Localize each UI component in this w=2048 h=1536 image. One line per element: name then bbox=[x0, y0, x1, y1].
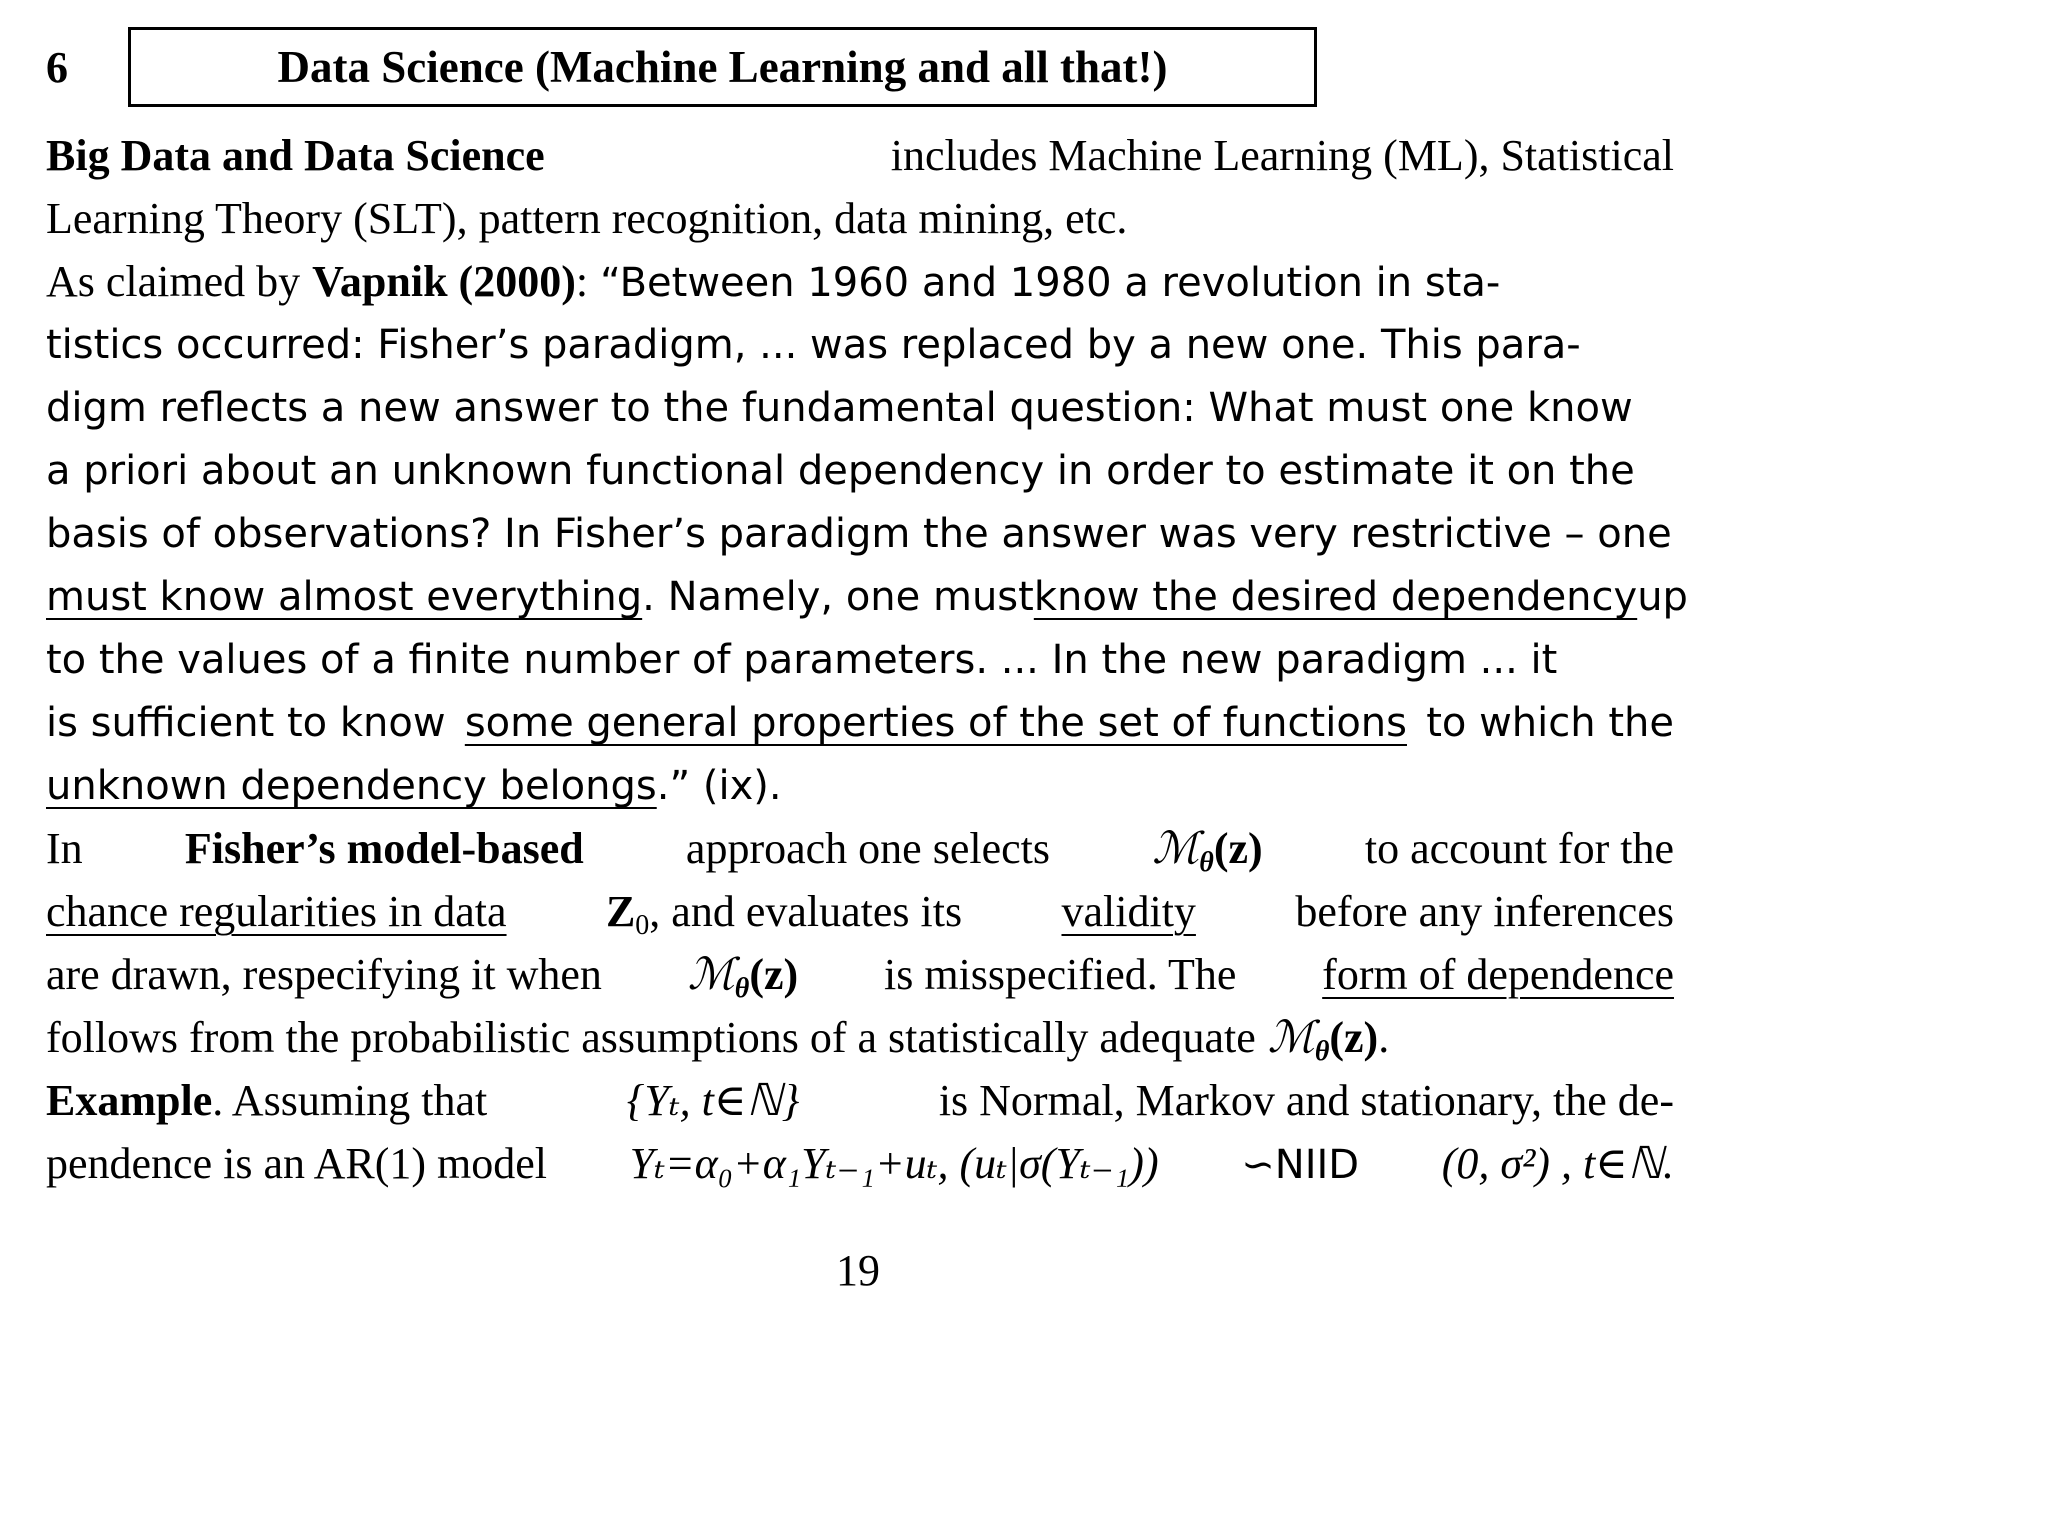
underline-must-know: must know almost everything bbox=[46, 574, 643, 620]
fisher-line3: are drawn, respecifying it when ℳ$_\theta$(z) is misspecified. The form of dependence bbox=[46, 944, 1674, 1006]
section-number: 6 bbox=[46, 43, 68, 92]
quote-line4: a priori about an unknown functional dependency in order to estimate it on the bbox=[46, 448, 1635, 494]
quote-line6: must know almost everything . Namely, one must know the desired dependency up bbox=[46, 566, 1674, 628]
process-set: {Yₜ, t∈ℕ} bbox=[626, 1076, 800, 1125]
quote-line9: unknown dependency belongs .” (ix). bbox=[46, 755, 1674, 817]
fisher-line4: follows from the probabilistic assumptions of a statistically adequate ℳ$_\theta$(z) . bbox=[46, 1007, 1674, 1069]
para1-bold-lead: Big Data and Data Science bbox=[46, 131, 545, 180]
para1-line2: Learning Theory (SLT), pattern recognition, data mining, etc. bbox=[46, 194, 1128, 243]
niid-dist: ∽NIID bbox=[1241, 1142, 1360, 1188]
example-line2: pendence is an AR(1) model Yₜ=α₀+α₁Yₜ₋₁+uₜ, (uₜ|σ(Yₜ₋₁)) ∽NIID (0, σ²) , t∈ℕ. bbox=[46, 1133, 1674, 1195]
model-symbol: ℳ$_\theta$(z) bbox=[1267, 1012, 1379, 1067]
model-symbol: ℳ$_\theta$(z) bbox=[687, 949, 799, 1004]
model-symbol: ℳ$_\theta$(z) bbox=[1152, 823, 1263, 878]
underline-form-of-dependence: form of dependence bbox=[1322, 950, 1674, 999]
example-line1: Example. Assuming that {Yₜ, t∈ℕ} is Normal, Markov and stationary, the de- bbox=[46, 1070, 1674, 1132]
fisher-line1: In Fisher’s model-based approach one selects ℳ$_\theta$(z) to account for the bbox=[46, 818, 1674, 880]
quote-line2: tistics occurred: Fisher’s paradigm, ... was replaced by a new one. This para- bbox=[46, 322, 1581, 368]
example-label: Example bbox=[46, 1076, 213, 1125]
para1-line1 bbox=[46, 125, 1674, 187]
fisher-line2: chance regularities in data $Z_0$, and evaluates its validity before any inferences bbox=[46, 881, 1674, 943]
quote-line1: As claimed by Vapnik (2000) : “Between 1960 and 1980 a revolution in sta- bbox=[46, 251, 1674, 313]
underline-desired-dependency: know the desired dependency bbox=[1033, 574, 1638, 620]
section-title: Data Science (Machine Learning and all that!) bbox=[128, 27, 1317, 107]
quote-line3: digm reflects a new answer to the fundamental question: What must one know bbox=[46, 385, 1633, 431]
underline-validity: validity bbox=[1061, 887, 1196, 936]
para1-text: includes Machine Learning (ML), Statistical bbox=[890, 131, 1674, 180]
underline-general-properties: some general properties of the set of functions bbox=[464, 700, 1407, 746]
quote-line7: to the values of a finite number of parameters. ... In the new paradigm ... it bbox=[46, 637, 1558, 683]
fisher-bold: Fisher’s model-based bbox=[184, 824, 584, 873]
quote-intro: As claimed by bbox=[46, 257, 301, 306]
Z0-symbol: $Z_0$, and evaluates its bbox=[605, 887, 963, 941]
underline-chance-regularities: chance regularities in data bbox=[46, 887, 507, 936]
quote-line8: is sufficient to know some general properties of the set of functions to which the bbox=[46, 692, 1674, 754]
quote-line5: basis of observations? In Fisher’s paradigm the answer was very restrictive – one bbox=[46, 511, 1672, 557]
quote-author: Vapnik (2000) bbox=[312, 257, 576, 306]
ar1-equation: Yₜ=α₀+α₁Yₜ₋₁+uₜ, (uₜ|σ(Yₜ₋₁)) bbox=[629, 1139, 1159, 1188]
underline-unknown-dependency: unknown dependency belongs bbox=[46, 763, 657, 809]
page-number: 19 bbox=[836, 1246, 880, 1295]
